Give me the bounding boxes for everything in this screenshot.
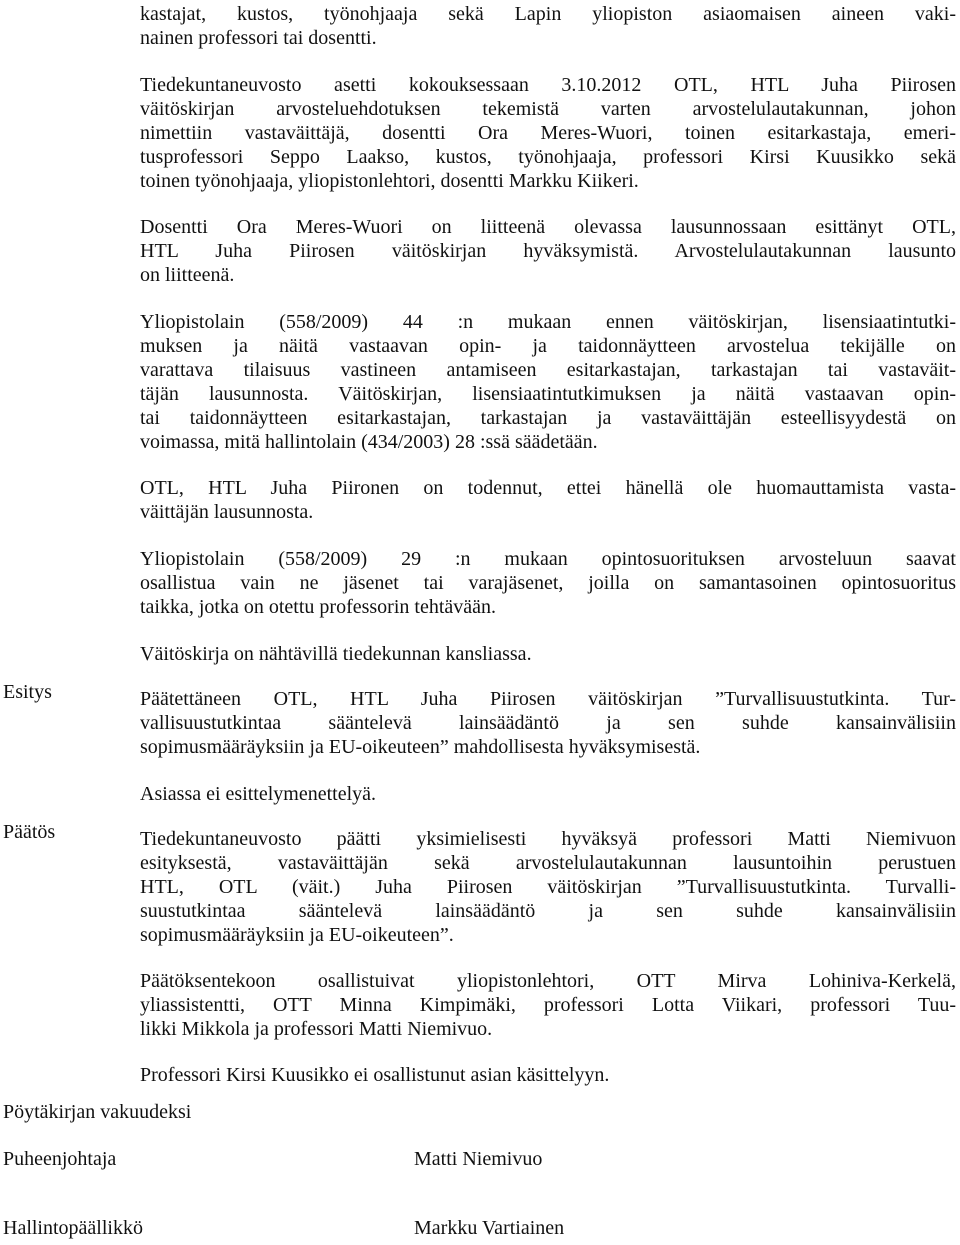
body-line: Päätettäneen OTL, HTL Juha Piirosen väitöskirjan ”Turvallisuustutkinta. Tur- (140, 688, 956, 710)
chair-name: Matti Niemivuo (414, 1148, 543, 1170)
body-line: sopimusmääräyksiin ja EU-oikeuteen” mahdollisesta hyväksymisestä. (140, 736, 701, 758)
body-line: varattava tilaisuus vastineen antamiseen esitarkastajan, tarkastajan tai vastaväit- (140, 359, 956, 381)
admin-name: Markku Vartiainen (414, 1217, 565, 1239)
body-line: Päätöksentekoon osallistuivat yliopistonlehtori, OTT Mirva Lohiniva-Kerkelä, (140, 970, 956, 992)
body-line: Tiedekuntaneuvosto asetti kokouksessaan 3.10.2012 OTL, HTL Juha Piirosen (140, 74, 956, 96)
body-line: tusprofessori Seppo Laakso, kustos, työnohjaaja, professori Kirsi Kuusikko sekä (140, 146, 956, 168)
body-line: yliassistentti, OTT Minna Kimpimäki, professori Lotta Viikari, professori Tuu- (140, 994, 956, 1016)
body-line: sopimusmääräyksiin ja EU-oikeuteen”. (140, 924, 454, 946)
body-line: muksen ja näitä vastaavan opin- ja taidonnäytteen arvostelua tekijälle on (140, 335, 956, 357)
body-line: Yliopistolain (558/2009) 29 :n mukaan opintosuorituksen arvosteluun saavat (140, 548, 956, 570)
body-line: Tiedekuntaneuvosto päätti yksimielisesti hyväksyä professori Matti Niemivuon (140, 828, 956, 850)
admin-title: Hallintopäällikkö (3, 1217, 143, 1239)
body-line: voimassa, mitä hallintolain (434/2003) 28 :ssä säädetään. (140, 431, 598, 453)
body-line: Väitöskirja on nähtävillä tiedekunnan kansliassa. (140, 643, 532, 665)
body-line: HTL, OTL (väit.) Juha Piirosen väitöskirjan ”Turvallisuustutkinta. Turvalli- (140, 876, 956, 898)
body-line: Professori Kirsi Kuusikko ei osallistunut asian käsittelyyn. (140, 1064, 610, 1086)
body-line: OTL, HTL Juha Piironen on todennut, ettei hänellä ole huomauttamista vasta- (140, 477, 956, 499)
body-line: tai taidonnäytteen esitarkastajan, tarkastajan ja vastaväittäjän esteellisyydestä on (140, 407, 956, 429)
body-line: taikka, jotka on otettu professorin tehtävään. (140, 596, 497, 618)
body-line: nimettiin vastaväittäjä, dosentti Ora Meres-Wuori, toinen esitarkastaja, emeri- (140, 122, 956, 144)
body-line: esityksestä, vastaväittäjän sekä arvostelulautakunnan lausuntoihin perustuen (140, 852, 956, 874)
body-line: toinen työnohjaaja, yliopistonlehtori, dosentti Markku Kiikeri. (140, 170, 639, 192)
body-line: Dosentti Ora Meres-Wuori on liitteenä olevassa lausunnossaan esittänyt OTL, (140, 216, 956, 238)
body-line: vallisuustutkintaa sääntelevä lainsäädäntö ja sen suhde kansainvälisiin (140, 712, 956, 734)
body-line: osallistua vain ne jäsenet tai varajäsenet, joilla on samantasoinen opintosuoritus (140, 572, 956, 594)
section-label-esitys: Esitys (3, 681, 52, 703)
signature-heading: Pöytäkirjan vakuudeksi (3, 1101, 192, 1123)
body-line: täjän lausunnosta. Väitöskirjan, lisensiaatintutkimuksen ja näitä vastaavan opin- (140, 383, 956, 405)
body-line: on liitteenä. (140, 264, 235, 286)
body-line: nainen professori tai dosentti. (140, 27, 377, 49)
body-line: väitöskirjan arvosteluehdotuksen tekemistä varten arvostelulautakunnan, johon (140, 98, 956, 120)
body-line: Yliopistolain (558/2009) 44 :n mukaan ennen väitöskirjan, lisensiaatintutki- (140, 311, 956, 333)
body-line: kastajat, kustos, työnohjaaja sekä Lapin yliopiston asiaomaisen aineen vaki- (140, 3, 956, 25)
body-line: HTL Juha Piirosen väitöskirjan hyväksymistä. Arvostelulautakunnan lausunto (140, 240, 956, 262)
body-line: likki Mikkola ja professori Matti Niemivuo. (140, 1018, 493, 1040)
body-line: Asiassa ei esittelymenettelyä. (140, 783, 377, 805)
body-line: väittäjän lausunnosta. (140, 501, 314, 523)
section-label-paatos: Päätös (3, 821, 56, 843)
chair-title: Puheenjohtaja (3, 1148, 117, 1170)
body-line: suustutkintaa sääntelevä lainsäädäntö ja sen suhde kansainvälisiin (140, 900, 956, 922)
